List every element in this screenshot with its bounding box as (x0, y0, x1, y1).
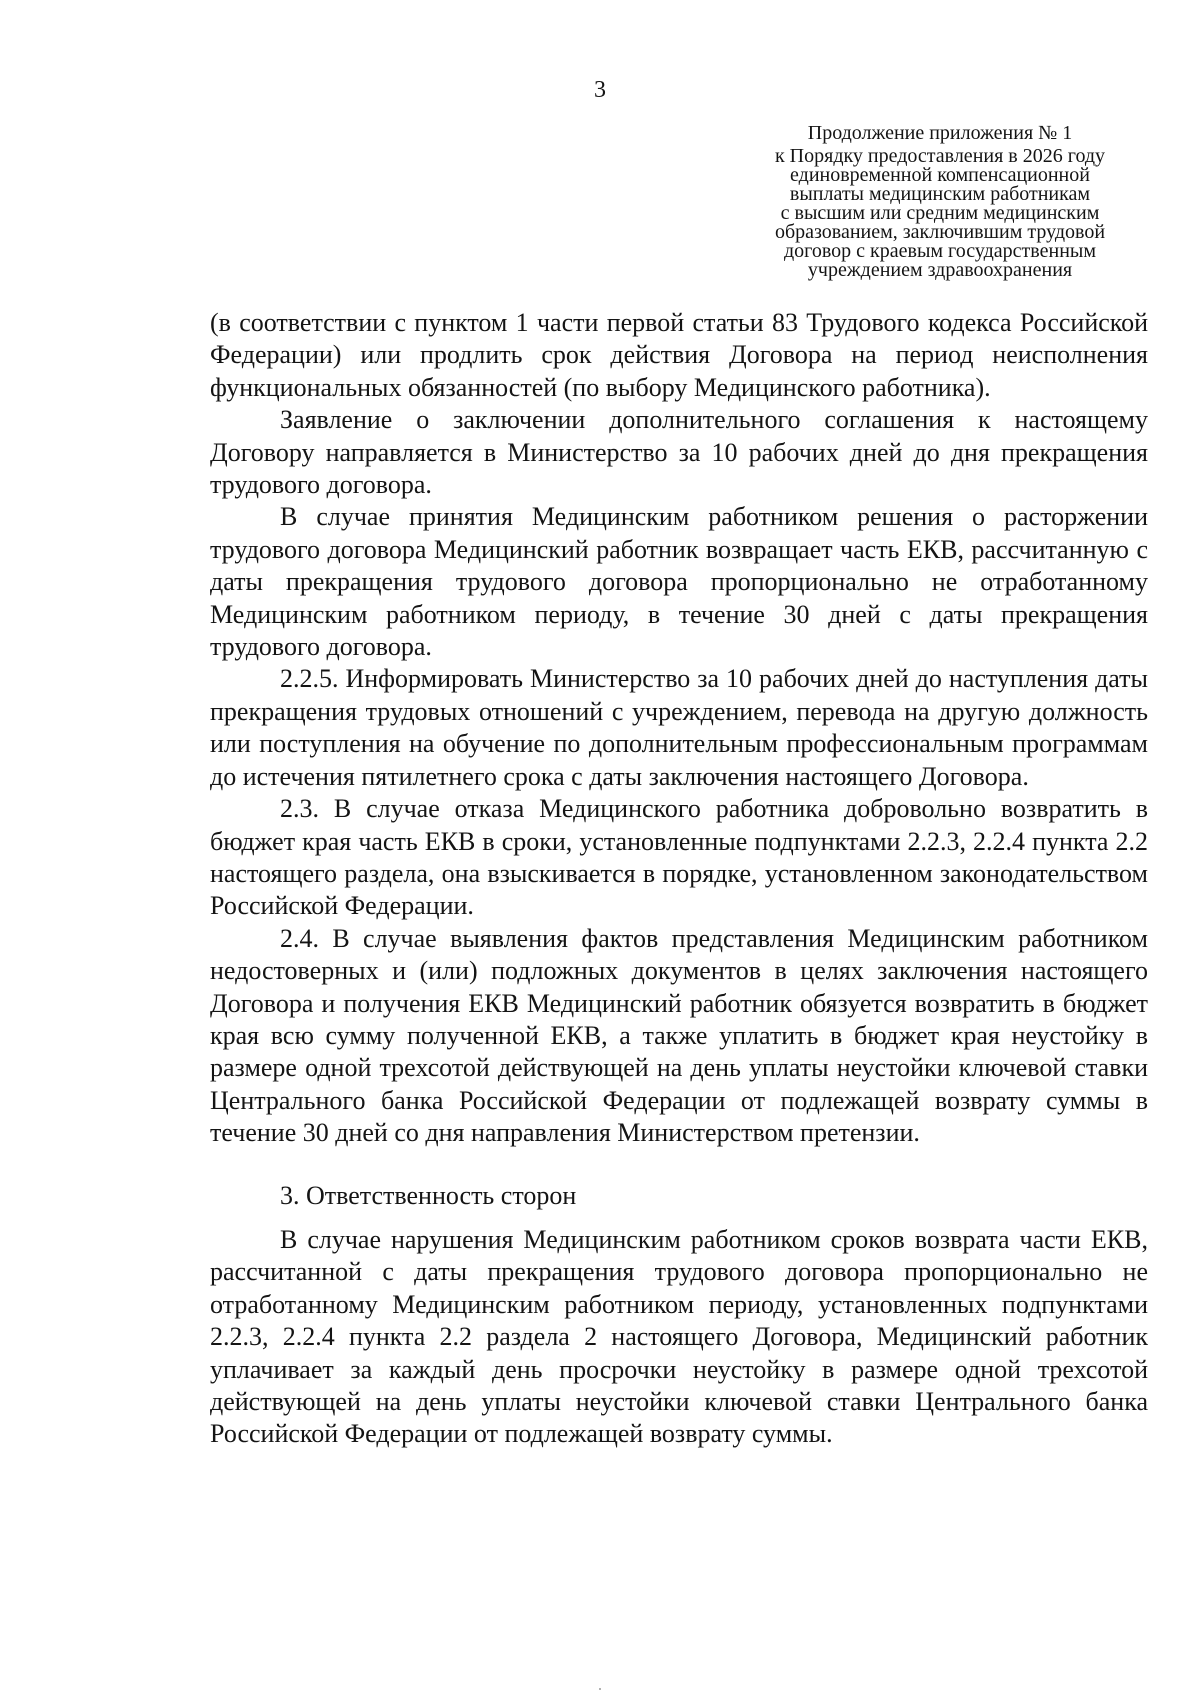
document-body (210, 307, 1148, 1451)
page-number: 3 (594, 77, 606, 103)
body-paragraph: (в соответствии с пунктом 1 части первой статьи 83 Трудового кодекса Российской Федерации) или продлить срок действия Договора на период неисполнения функциональных обязанностей (по выбору Медицинского работника). (210, 308, 1148, 402)
clause-2-2-5: 2.2.5. Информировать Министерство за 10 рабочих дней до наступления даты прекращения трудовых отношений с учреждением, перевода на другую должность или поступления на обучение по дополнительным профессиональным программам до истечения пятилетнего срока с даты заключения настоящего Договора. (210, 664, 1148, 791)
appendix-header (720, 124, 1160, 280)
clause-2-4: 2.4. В случае выявления фактов представления Медицинским работником недостоверных и (или) подложных документов в целях заключения настоящего Договора и получения ЕКВ Медицинский работник обязуется возвратить в бюджет края всю сумму полученной ЕКВ, а также уплатить в бюджет края неустойку в размере одной трехсотой действующей на день уплаты неустойки ключевой ставки Центрального банка Российской Федерации от подлежащей возврату суммы в течение 30 дней со дня направления Министерством претензии. (210, 923, 1148, 1148)
body-paragraph: В случае принятия Медицинским работником решения о расторжении трудового договора Медицинский работник возвращает часть ЕКВ, рассчитанную с даты прекращения трудового договора пропорционально не отработанному Медицинским работником периоду, в течение 30 дней с даты прекращения трудового договора. (210, 502, 1148, 662)
appendix-header-line: договор с краевым государственным (783, 240, 1096, 262)
appendix-header-line: образованием, заключившим трудовой (774, 221, 1106, 243)
appendix-header-line: единовременной компенсационной (790, 164, 1090, 186)
section-heading: 3. Ответственность сторон (280, 1180, 577, 1210)
appendix-header-line: с высшим или средним медицинским (780, 202, 1100, 224)
appendix-header-line: к Порядку предоставления в 2026 году (774, 145, 1106, 167)
section-3-paragraph: В случае нарушения Медицинским работником сроков возврата части ЕКВ, рассчитанной с даты прекращения трудового договора пропорционально не отработанному Медицинским работником периоду, установленных подпунктами 2.2.3, 2.2.4 пункта 2.2 раздела 2 настоящего Договора, Медицинский работник уплачивает за каждый день просрочки неустойку в размере одной трехсотой действующей на день уплаты неустойки ключевой ставки Центрального банка Российской Федерации от подлежащей возврату суммы. (210, 1224, 1148, 1449)
appendix-header-line: выплаты медицинским работникам (789, 183, 1091, 205)
appendix-header-line: учреждением здравоохранения (807, 259, 1073, 281)
body-paragraph: Заявление о заключении дополнительного соглашения к настоящему Договору направляется в Министерство за 10 рабочих дней до дня прекращения трудового договора. (210, 405, 1148, 500)
appendix-header-line: Продолжение приложения № 1 (807, 122, 1073, 144)
clause-2-3: 2.3. В случае отказа Медицинского работника добровольно возвратить в бюджет края часть ЕКВ в сроки, установленные подпунктами 2.2.3, 2.2.4 пункта 2.2 настоящего раздела, она взыскивается в порядке, установленном законодательством Российской Федерации. (210, 794, 1148, 921)
scan-artifact (599, 1688, 601, 1690)
